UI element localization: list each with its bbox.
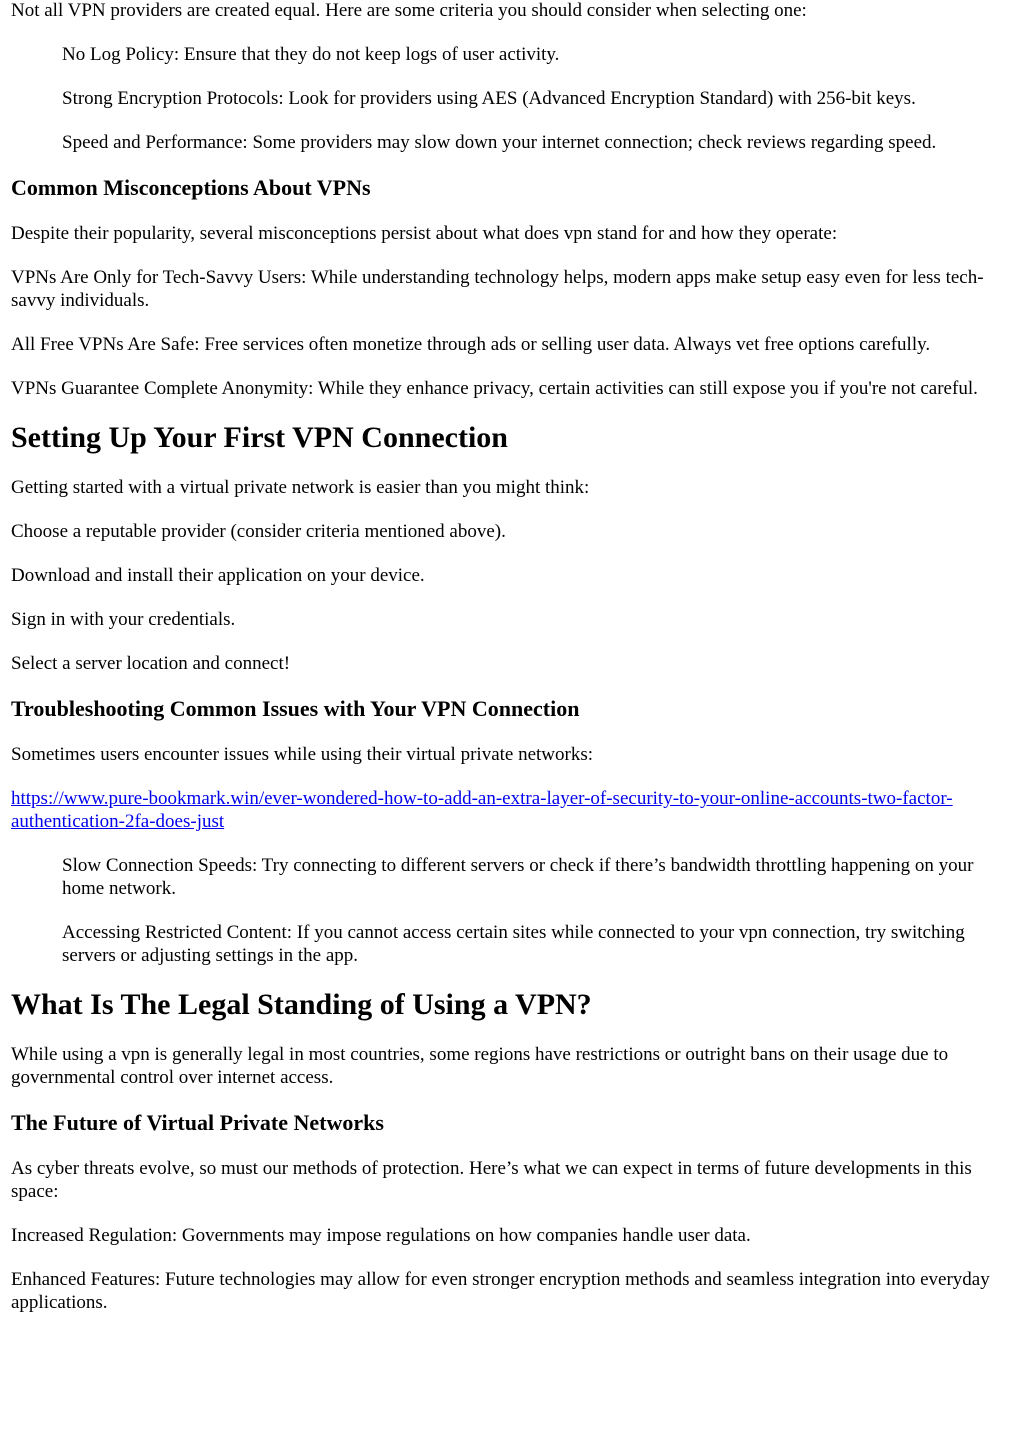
troubleshooting-item: Slow Connection Speeds: Try connecting to different servers or check if there’s bandwidth throttling happening on your home network. (62, 855, 974, 899)
criteria-item: Strong Encryption Protocols: Look for providers using AES (Advanced Encryption Standard) with 256-bit keys. (62, 88, 916, 109)
future-intro: As cyber threats evolve, so must our methods of protection. Here’s what we can expect in terms of future developments in this space: (11, 1158, 972, 1202)
setup-intro: Getting started with a virtual private network is easier than you might think: (11, 477, 590, 498)
misconceptions-heading: Common Misconceptions About VPNs (11, 175, 371, 200)
future-item: Enhanced Features: Future technologies may allow for even stronger encryption methods and seamless integration into everyday applications. (11, 1269, 990, 1313)
troubleshooting-heading: Troubleshooting Common Issues with Your VPN Connection (11, 696, 580, 721)
setup-step: Select a server location and connect! (11, 653, 291, 674)
intro-paragraph: Not all VPN providers are created equal. Here are some criteria you should consider when selecting one: (11, 0, 807, 21)
misconception-item: VPNs Are Only for Tech-Savvy Users: While understanding technology helps, modern apps make setup easy even for less tech-savvy individuals. (11, 267, 984, 311)
troubleshooting-intro: Sometimes users encounter issues while using their virtual private networks: (11, 744, 594, 765)
criteria-item: Speed and Performance: Some providers may slow down your internet connection; check reviews regarding speed. (62, 132, 937, 153)
legal-text: While using a vpn is generally legal in most countries, some regions have restrictions or outright bans on their usage due to governmental control over internet access. (11, 1044, 949, 1088)
setup-step: Choose a reputable provider (consider criteria mentioned above). (11, 521, 506, 542)
future-heading: The Future of Virtual Private Networks (11, 1110, 384, 1135)
misconception-item: All Free VPNs Are Safe: Free services often monetize through ads or selling user data. Always vet free options carefully. (11, 334, 931, 355)
troubleshooting-link-paragraph (11, 787, 1016, 833)
legal-heading: What Is The Legal Standing of Using a VPN? (11, 988, 592, 1021)
setup-step: Sign in with your credentials. (11, 609, 236, 630)
setup-heading: Setting Up Your First VPN Connection (11, 421, 508, 454)
troubleshooting-item: Accessing Restricted Content: If you cannot access certain sites while connected to your vpn connection, try switching servers or adjusting settings in the app. (62, 922, 965, 966)
misconception-item: VPNs Guarantee Complete Anonymity: While they enhance privacy, certain activities can still expose you if you're not careful. (11, 378, 978, 399)
misconceptions-intro: Despite their popularity, several misconceptions persist about what does vpn stand for and how they operate: (11, 223, 838, 244)
setup-step: Download and install their application on your device. (11, 565, 425, 586)
criteria-item: No Log Policy: Ensure that they do not keep logs of user activity. (62, 44, 560, 65)
future-item: Increased Regulation: Governments may impose regulations on how companies handle user data. (11, 1225, 751, 1246)
article-link[interactable]: https://www.pure-bookmark.win/ever-wondered-how-to-add-an-extra-layer-of-security-to-your-online-accounts-two-factor-authentication-2fa-does-just (11, 788, 953, 832)
